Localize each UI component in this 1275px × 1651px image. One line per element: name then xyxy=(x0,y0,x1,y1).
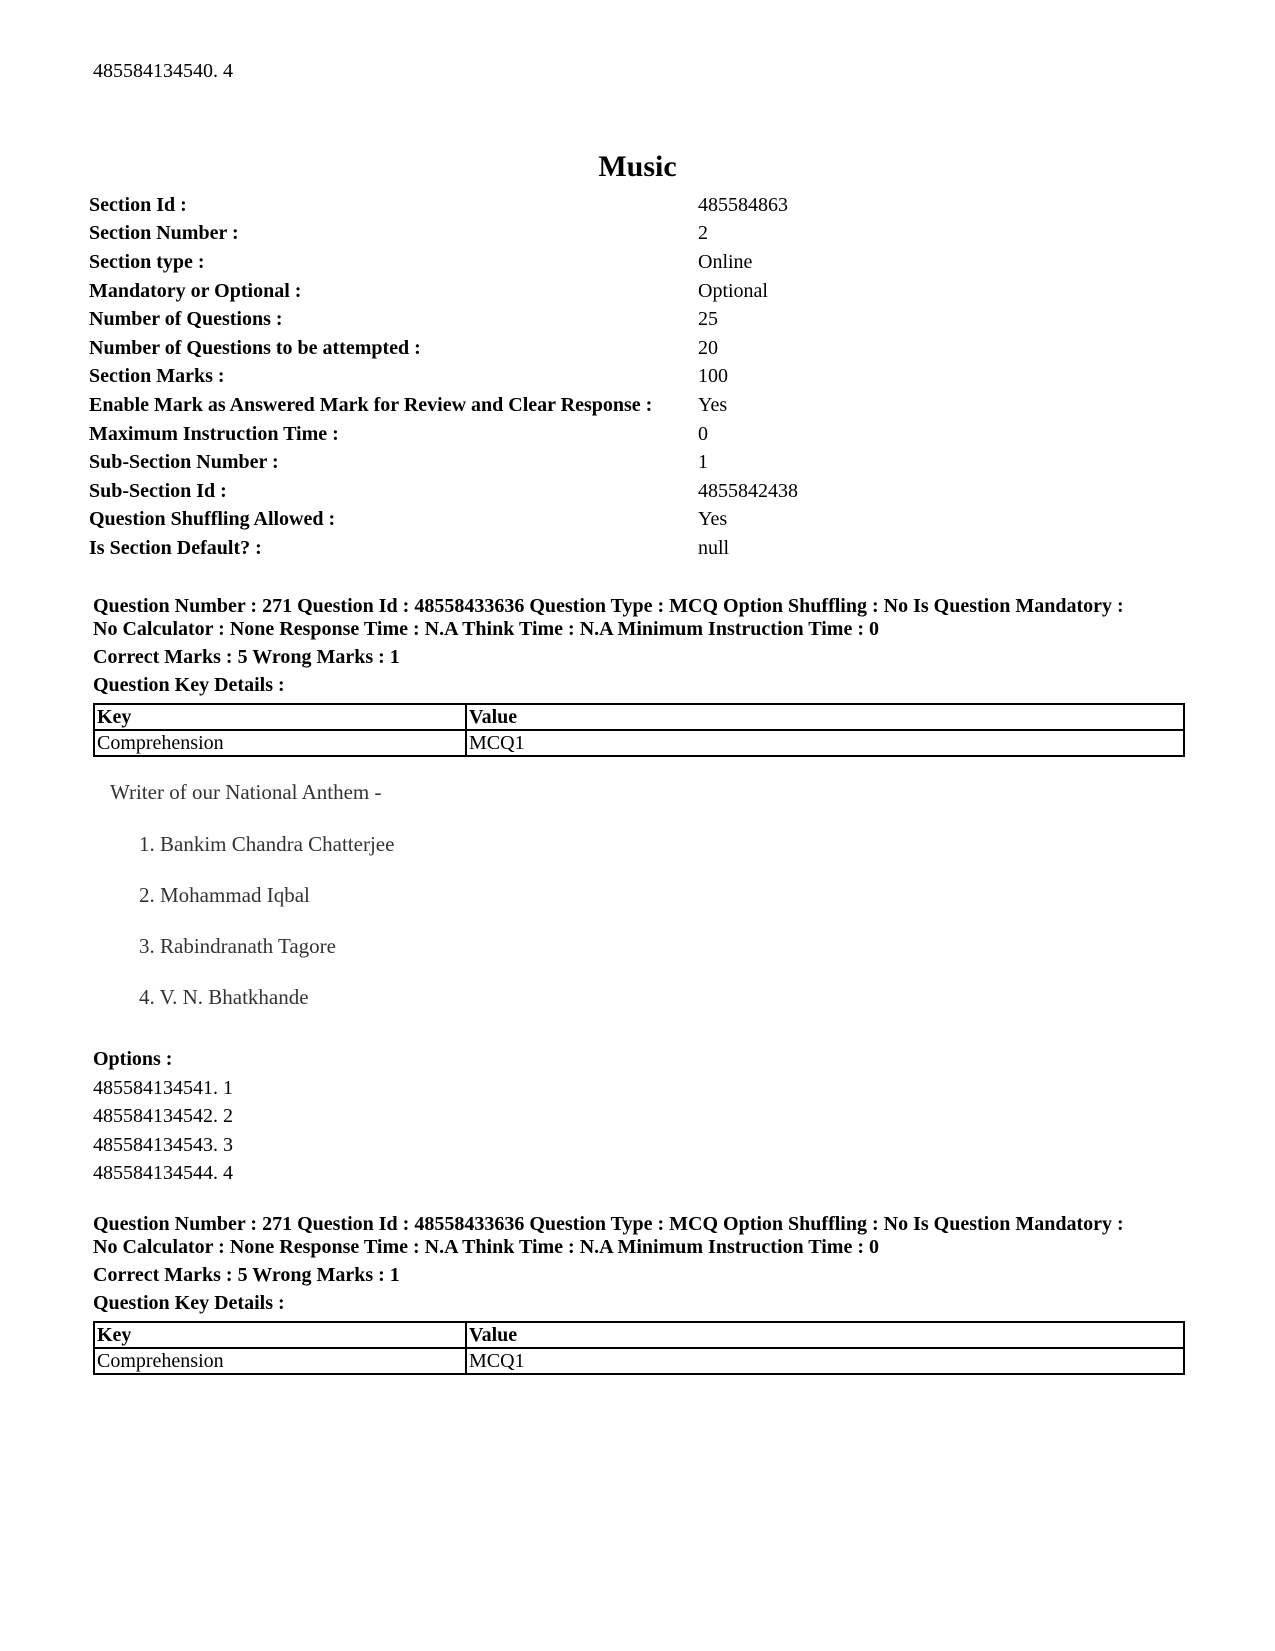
info-label: Number of Questions : xyxy=(89,308,283,331)
info-label: Section Number : xyxy=(89,222,239,245)
question-header-line-1: Question Number : 271 Question Id : 48558433636 Question Type : MCQ Option Shuffling : No Is Question Mandatory : xyxy=(93,595,1124,617)
info-value: 20 xyxy=(698,336,718,359)
question-choice: 3. Rabindranath Tagore xyxy=(139,934,336,958)
page-title: Music xyxy=(598,150,677,183)
section-info-table xyxy=(89,191,798,563)
info-row xyxy=(89,248,798,277)
question-choice: 4. V. N. Bhatkhande xyxy=(139,985,309,1009)
info-value: Yes xyxy=(698,508,728,531)
question-text: Writer of our National Anthem - xyxy=(110,780,382,804)
info-value: 25 xyxy=(698,308,718,331)
key-cell: Comprehension xyxy=(94,1348,466,1374)
info-row xyxy=(89,391,798,420)
info-row xyxy=(89,448,798,477)
info-value: null xyxy=(698,536,730,559)
info-label: Section type : xyxy=(89,250,205,273)
info-value: 485584863 xyxy=(698,193,788,216)
info-label: Sub-Section Id : xyxy=(89,479,227,502)
key-cell: Comprehension xyxy=(94,730,466,756)
info-value: 4855842438 xyxy=(698,479,798,502)
info-value: 1 xyxy=(698,451,708,474)
info-row xyxy=(89,477,798,506)
info-row xyxy=(89,506,798,535)
key-table-row xyxy=(94,1348,1184,1374)
question-marks: Correct Marks : 5 Wrong Marks : 1 xyxy=(93,1264,400,1286)
info-label: Is Section Default? : xyxy=(89,536,262,559)
info-row xyxy=(89,277,798,306)
info-row xyxy=(89,420,798,449)
option-item: 485584134543. 3 xyxy=(93,1133,233,1156)
value-header: Value xyxy=(466,704,1184,730)
question-choice: 2. Mohammad Iqbal xyxy=(139,883,310,907)
question-key-details-label: Question Key Details : xyxy=(93,1292,285,1314)
question-header-line-2: No Calculator : None Response Time : N.A Think Time : N.A Minimum Instruction Time : 0 xyxy=(93,1236,879,1258)
info-label: Section Id : xyxy=(89,193,187,216)
info-label: Enable Mark as Answered Mark for Review and Clear Response : xyxy=(89,393,653,416)
key-table-header-row xyxy=(94,704,1184,730)
question-choice: 1. Bankim Chandra Chatterjee xyxy=(139,832,395,856)
info-label: Question Shuffling Allowed : xyxy=(89,508,336,531)
question-header-line-1: Question Number : 271 Question Id : 48558433636 Question Type : MCQ Option Shuffling : No Is Question Mandatory : xyxy=(93,1213,1124,1235)
question-marks: Correct Marks : 5 Wrong Marks : 1 xyxy=(93,646,400,668)
value-header: Value xyxy=(466,1322,1184,1348)
info-label: Maximum Instruction Time : xyxy=(89,422,339,445)
value-cell: MCQ1 xyxy=(466,730,1184,756)
info-row xyxy=(89,191,798,220)
info-label: Section Marks : xyxy=(89,365,225,388)
info-label: Sub-Section Number : xyxy=(89,451,279,474)
info-row xyxy=(89,363,798,392)
question-block-1 xyxy=(93,595,1213,757)
previous-option-line: 485584134540. 4 xyxy=(93,60,233,82)
key-header: Key xyxy=(94,704,466,730)
key-table-row xyxy=(94,730,1184,756)
value-cell: MCQ1 xyxy=(466,1348,1184,1374)
options-list xyxy=(93,1045,233,1188)
info-value: Yes xyxy=(698,393,728,416)
info-label: Mandatory or Optional : xyxy=(89,279,302,302)
key-table-header-row xyxy=(94,1322,1184,1348)
info-row xyxy=(89,305,798,334)
question-key-table xyxy=(93,1321,1185,1375)
info-label: Number of Questions to be attempted : xyxy=(89,336,421,359)
question-block-2 xyxy=(93,1213,1213,1375)
info-row xyxy=(89,220,798,249)
info-value: Optional xyxy=(698,279,768,302)
option-item: 485584134544. 4 xyxy=(93,1162,233,1185)
key-header: Key xyxy=(94,1322,466,1348)
info-row xyxy=(89,334,798,363)
info-row xyxy=(89,534,798,563)
question-key-table xyxy=(93,703,1185,757)
options-label: Options : xyxy=(93,1048,173,1070)
info-value: 100 xyxy=(698,365,728,388)
info-value: 0 xyxy=(698,422,708,445)
info-value: Online xyxy=(698,250,753,273)
option-item: 485584134542. 2 xyxy=(93,1105,233,1128)
option-item: 485584134541. 1 xyxy=(93,1076,233,1099)
question-key-details-label: Question Key Details : xyxy=(93,674,285,696)
question-image xyxy=(110,780,394,1036)
question-header-line-2: No Calculator : None Response Time : N.A Think Time : N.A Minimum Instruction Time : 0 xyxy=(93,618,879,640)
info-value: 2 xyxy=(698,222,708,245)
